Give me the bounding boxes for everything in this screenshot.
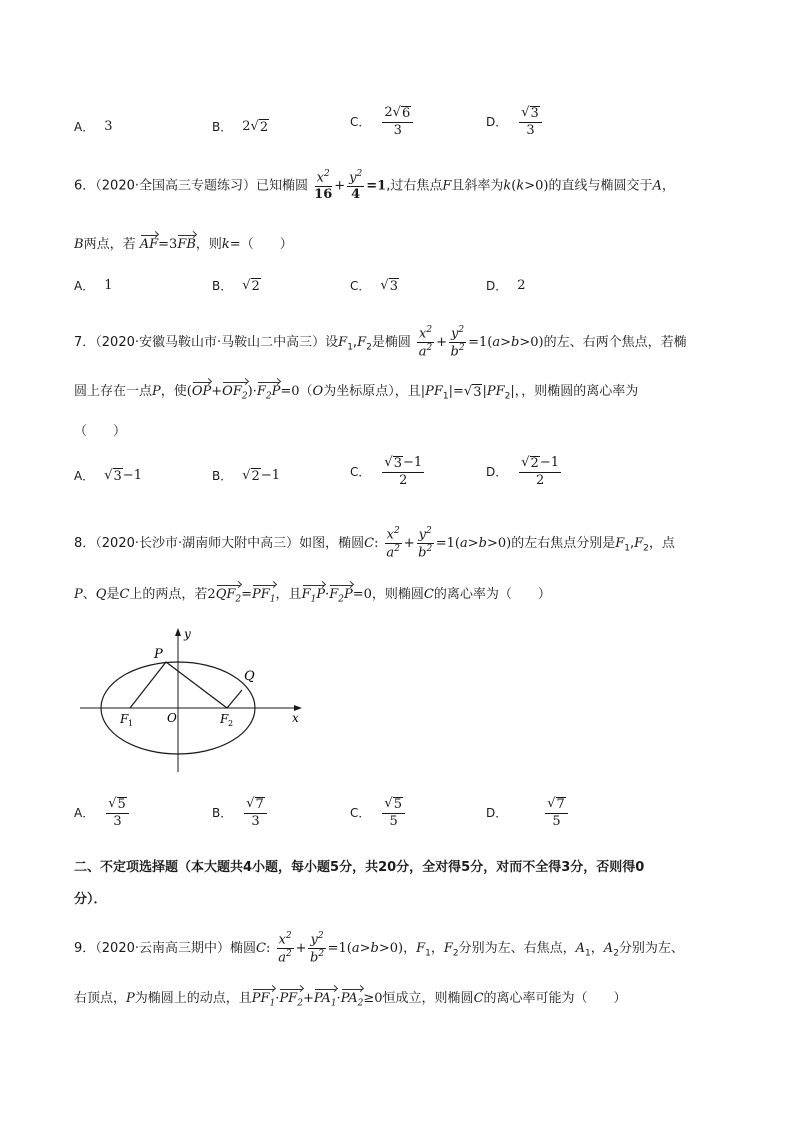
q6-option-b[interactable]: B． √ 2 [212,277,260,294]
math-root5-over-3: √ 5 3 [106,797,129,828]
math-root2-minus-1-over-2: √ 2 −1 2 [521,455,559,488]
section2-heading-line1: 二、不定项选择题（本大题共4小题，每小题5分，共20分，全对得5分，对而不全得3分，否则得0 [74,860,645,875]
label-f2-sub: 2 [228,719,234,728]
q8-option-a[interactable]: A． √ 5 3 [74,797,131,828]
y-axis-arrow [175,628,181,636]
section2-heading-line2: 分）． [74,892,107,907]
q9-line1: 9．（2020·云南高三期中）椭圆C: $\frac{x^2}{a^2}$ + $\frac{y^2}{b^2}$ =1(a>b>0)，$F_1$，$F_2$分别为左、右焦点，$A_1$，$A_2$分别为左、 [74,931,684,966]
math-root7-over-5: √ 7 5 [545,797,568,828]
math-root3-minus-1: √ 3 −1 [104,467,142,484]
label-y: y [184,627,191,641]
ellipse-figure [70,622,310,777]
label-f1-sub: 1 [128,719,134,728]
math-x2-over-a2: $\frac{x^2}{a^2}$ [418,325,433,360]
q7-line1: 7．（2020·安徽马鞍山市·马鞍山二中高三）设$F_1,F_2$是椭圆 $\frac{x^2}{a^2}$ + $\frac{y^2}{b^2}$ =1(a>b>0)的左、右两个焦点，若椭 [74,325,687,360]
math-root3-over-3: √ 3 3 [519,106,542,137]
math-two-root-two: 2 √ 2 [242,118,269,135]
math-x2-over-a2: $\frac{x^2}{a^2}$ [278,931,292,966]
math-root2-minus-1: √ 2 −1 [242,467,280,484]
q7-option-a[interactable]: A． √ 3 −1 [74,467,142,484]
label-x: x [292,711,299,725]
q9-line2: 右顶点，P为椭圆上的动点，且$PF_1\cdot PF_2+PA_1\cdot PA_2\ge 0$恒成立，则椭圆C的离心率可能为（ ） [74,991,627,1009]
q5-option-d[interactable]: D． √ 3 3 [486,106,544,137]
segments-f1-p-f2-q [130,662,242,708]
math-x2-over-16: $\frac{x^2}{16}$ [314,169,333,202]
q7-option-d[interactable]: D． √ 2 −1 2 [486,455,559,488]
math-y2-over-b2: $\frac{y^2}{b^2}$ [418,526,433,561]
label-f1: F [120,712,129,726]
math-root5-over-5: √ 5 5 [382,797,405,828]
q6-option-a[interactable]: A． 1 [74,278,113,293]
q8-option-b[interactable]: B． √ 7 3 [212,797,269,828]
math-y2-over-4: $\frac{y^2}{4}$ [349,169,363,202]
q5-option-c[interactable]: C． 2 √ 6 3 [350,106,415,137]
q8-line2: P、Q是C上的两点，若$2QF_2=PF_1$，且$F_1P\cdot F_2P=0$，则椭圆C的离心率为（ ） [74,587,551,605]
q6-option-c[interactable]: C． √ 3 [350,277,398,294]
q5-option-a[interactable]: A． 3 [74,119,113,134]
q6-line1: 6．（2020·全国高三专题练习）已知椭圆 $\frac{x^2}{16}$ + $\frac{y^2}{4}$ =1,过右焦点F且斜率为k(k>0)的直线与椭圆交于A， [74,169,675,202]
label-q: Q [244,669,255,684]
q5-option-b[interactable]: B． 2 √ 2 [212,118,269,135]
q7-line2: 圆上存在一点P，使$(OP+OF_2)\cdot F_2P=0(O$为坐标原点），且$|PF_1|=$ √ 3 $|PF_2|$，，则椭圆的离心率为 [74,384,639,402]
q7-option-b[interactable]: B． √ 2 −1 [212,467,280,484]
math-root2: √ 2 [242,277,260,294]
label-o: O [167,711,177,725]
label-p: P [154,647,163,662]
math-2root6-over-3: 2 √ 6 3 [382,106,413,137]
q7-option-c[interactable]: C． √ 3 −1 2 [350,455,423,488]
math-root3-minus-1-over-2: √ 3 −1 2 [384,455,423,488]
q6-option-d[interactable]: D． 2 [486,278,526,293]
q7-line3: （ ） [74,424,127,439]
math-y2-over-b2: $\frac{y^2}{b^2}$ [450,325,465,360]
math-root7-over-3: √ 7 3 [244,797,267,828]
math-root3: √ 3 [380,277,398,294]
label-f2: F [220,712,229,726]
math-y2-over-b2: $\frac{y^2}{b^2}$ [310,931,325,966]
q8-line1: 8．（2020·长沙市·湖南师大附中高三）如图，椭圆C: $\frac{x^2}{a^2}$ + $\frac{y^2}{b^2}$ =1(a>b>0)的左右焦点分别是$F_1,F_2$，点 [74,526,675,561]
math-x2-over-a2: $\frac{x^2}{a^2}$ [386,526,400,561]
q8-option-c[interactable]: C． √ 5 5 [350,797,407,828]
q8-option-d[interactable]: D． √ 7 5 [486,797,570,828]
q6-line2: B两点，若 AF=3FB，则k=（ ） [74,237,293,252]
